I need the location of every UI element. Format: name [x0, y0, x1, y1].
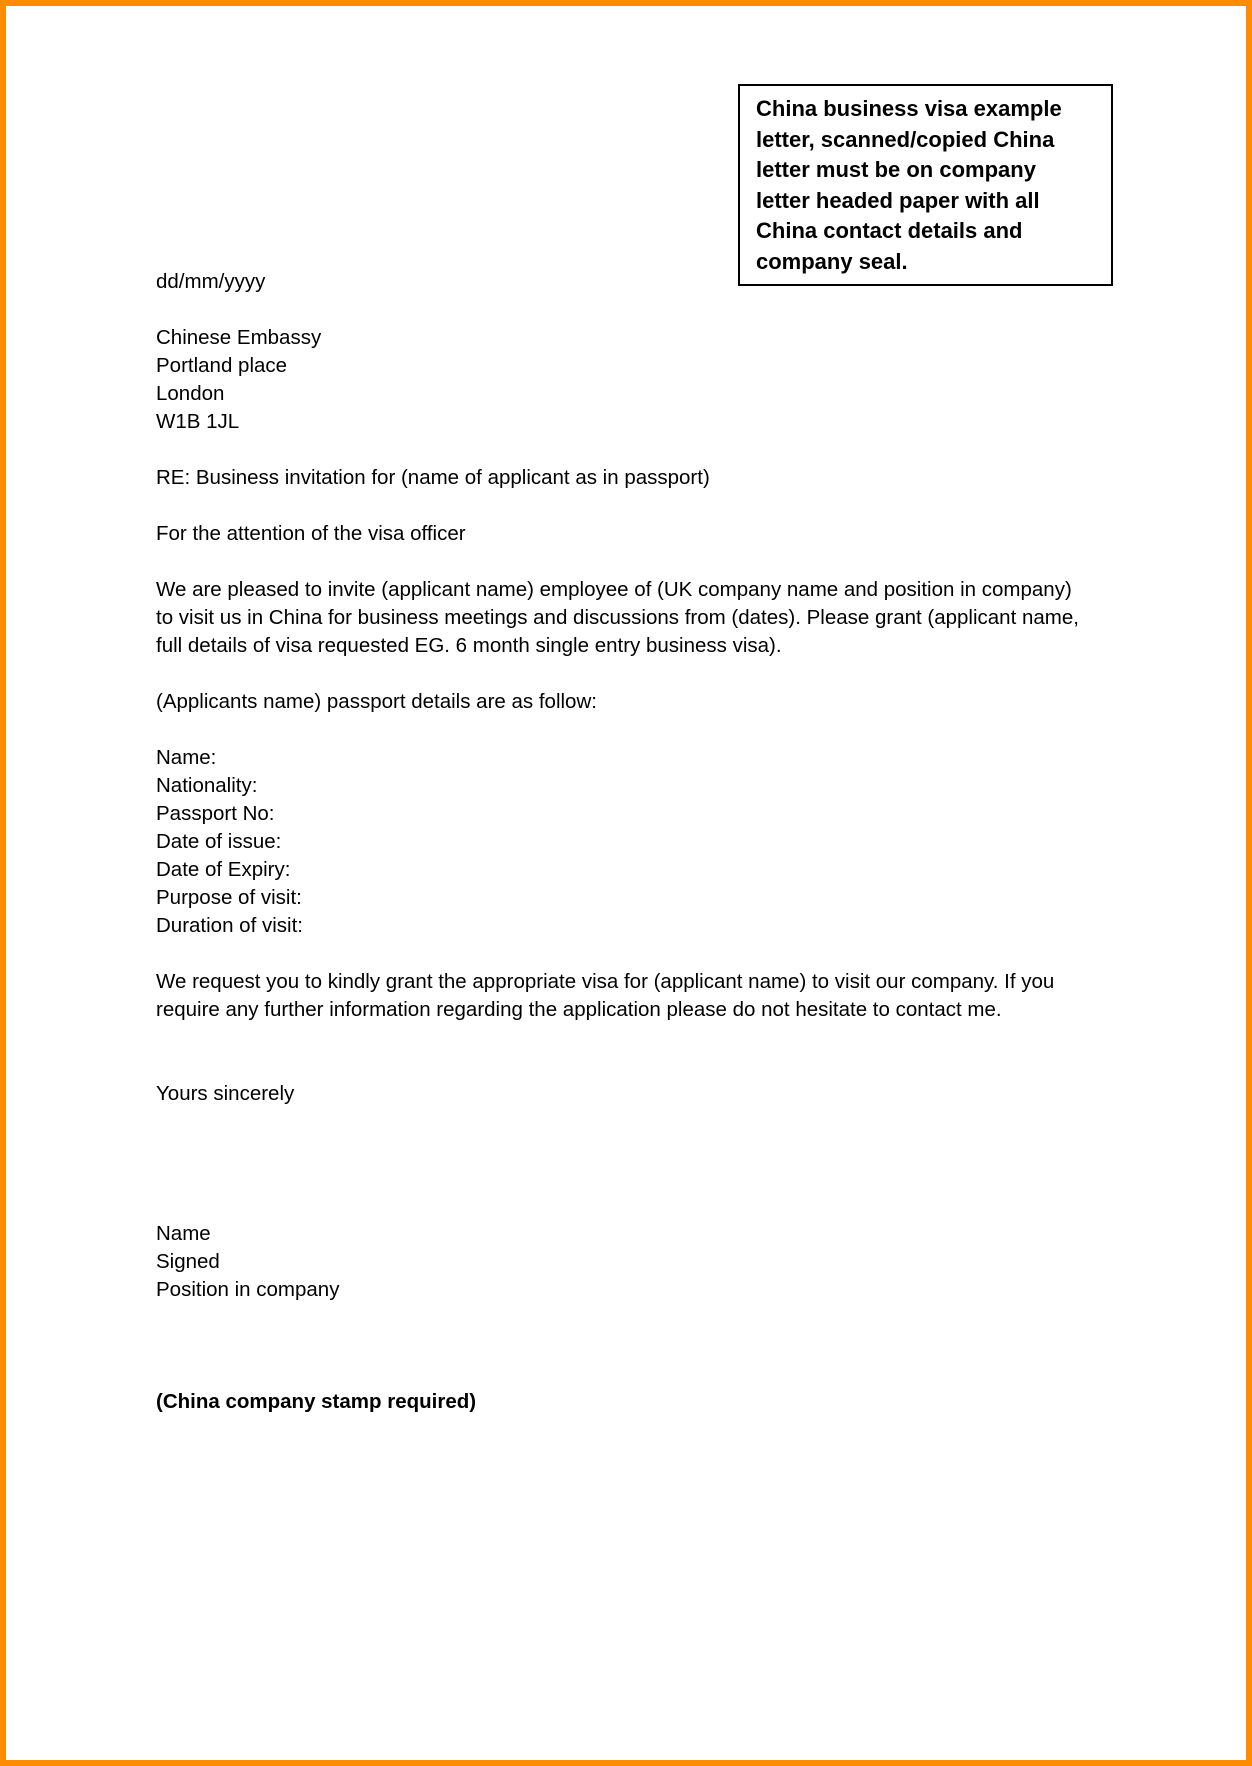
- passport-field: Passport No:: [156, 802, 275, 825]
- request-paragraph: [156, 968, 1116, 1024]
- note-line: China contact details and: [756, 218, 1023, 244]
- invitation-paragraph: [156, 576, 1116, 660]
- note-line: letter headed paper with all: [756, 187, 1040, 213]
- paragraph-line: We request you to kindly grant the appropriate visa for (applicant name) to visit our company. If you: [156, 970, 1055, 993]
- instruction-note-box: [738, 84, 1113, 286]
- paragraph-line: full details of visa requested EG. 6 month single entry business visa).: [156, 634, 782, 657]
- signature-line: Position in company: [156, 1278, 340, 1301]
- letter-date: dd/mm/yyyy: [156, 270, 266, 293]
- address-line: Chinese Embassy: [156, 326, 322, 349]
- signature-line: Name: [156, 1222, 211, 1245]
- recipient-address: [156, 324, 1116, 436]
- note-line: letter must be on company: [756, 157, 1036, 183]
- note-line: letter, scanned/copied China: [756, 126, 1055, 152]
- signature-block: [156, 1220, 1116, 1304]
- address-line: Portland place: [156, 354, 288, 377]
- letter-subject: RE: Business invitation for (name of applicant as in passport): [156, 466, 710, 489]
- passport-field: Nationality:: [156, 774, 258, 797]
- note-line: company seal.: [756, 248, 908, 274]
- passport-field: Date of Expiry:: [156, 858, 291, 881]
- passport-intro: (Applicants name) passport details are as follow:: [156, 690, 597, 713]
- address-line: London: [156, 382, 225, 405]
- passport-field: Name:: [156, 746, 217, 769]
- paragraph-line: We are pleased to invite (applicant name) employee of (UK company name and position in company): [156, 578, 1072, 601]
- paragraph-line: to visit us in China for business meetings and discussions from (dates). Please grant (applicant name,: [156, 606, 1079, 629]
- letter-closing: Yours sincerely: [156, 1082, 295, 1105]
- passport-field: Date of issue:: [156, 830, 282, 853]
- note-line: China business visa example: [756, 96, 1062, 121]
- signature-line: Signed: [156, 1250, 220, 1273]
- address-line: W1B 1JL: [156, 410, 240, 433]
- passport-details: [156, 744, 1116, 940]
- passport-field: Duration of visit:: [156, 914, 303, 937]
- letter-attention: For the attention of the visa officer: [156, 522, 466, 545]
- paragraph-line: require any further information regarding the application please do not hesitate to contact me.: [156, 998, 1002, 1021]
- stamp-note: (China company stamp required): [156, 1390, 477, 1413]
- passport-field: Purpose of visit:: [156, 886, 302, 909]
- letter-body: [156, 268, 1116, 1416]
